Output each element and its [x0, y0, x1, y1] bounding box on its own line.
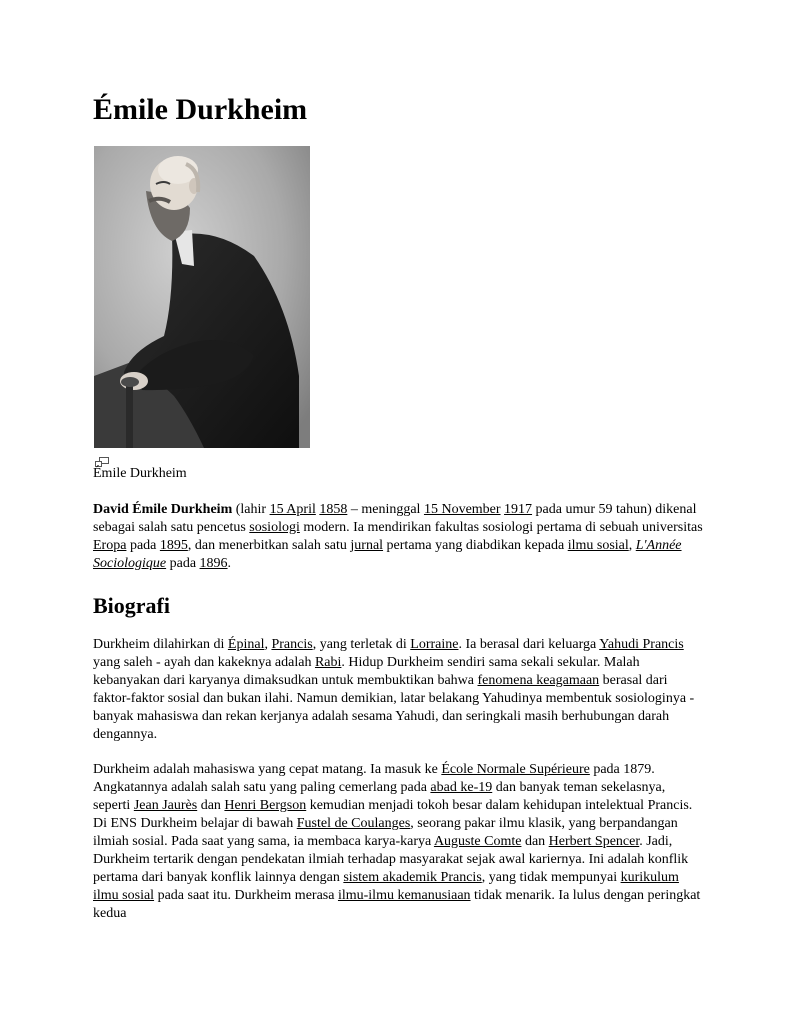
- link-henri-bergson[interactable]: Henri Bergson: [224, 798, 307, 813]
- text: pada: [126, 538, 160, 553]
- intro-paragraph: [93, 501, 703, 573]
- text: , seorang pakar ilmu klasik, yang berpandangan ilmiah sosial. Pada saat yang sama, ia membaca karya-karya: [93, 816, 678, 849]
- link-fustel-de-coulanges[interactable]: Fustel de Coulanges: [296, 816, 411, 831]
- text: kemudian menjadi tokoh besar dalam kehidupan intelektual Prancis. Di ENS Durkheim belajar di bawah: [93, 798, 693, 831]
- journal-title: L'Année Sociologique: [93, 538, 682, 571]
- text: pada saat itu. Durkheim merasa: [154, 888, 338, 903]
- text: tidak menarik. Ia lulus dengan peringkat kedua: [93, 888, 701, 921]
- page-title: Émile Durkheim: [93, 93, 308, 126]
- link-1895[interactable]: 1895: [159, 538, 188, 553]
- text: berasal dari faktor-faktor sosial dan bukan ilahi. Namun demikian, latar belakang Yahudinya membentuk sosiologinya - banyak mahasiswa dan rekan kerjanya adalah sesama Yahudi, dan seringkali masih berhubungan darah dengannya.: [93, 673, 695, 742]
- link-ecole-normale-superieure[interactable]: École Normale Supérieure: [441, 762, 590, 777]
- link-15-november[interactable]: 15 November: [423, 502, 501, 517]
- link-1858[interactable]: 1858: [319, 502, 348, 517]
- section-heading-biografi: Biografi: [93, 593, 170, 618]
- text: yang saleh - ayah dan kakeknya adalah: [93, 655, 315, 670]
- link-eropa[interactable]: Eropa: [93, 538, 127, 553]
- link-fenomena-keagamaan[interactable]: fenomena keagamaan: [477, 673, 600, 688]
- text: modern. Ia mendirikan fakultas sosiologi pertama di sebuah universitas: [299, 520, 703, 535]
- link-ilmu-ilmu-kemanusiaan[interactable]: ilmu-ilmu kemanusiaan: [337, 888, 471, 903]
- text: – meninggal: [347, 502, 424, 517]
- text: (lahir: [232, 502, 270, 517]
- text: pada umur 59 tahun) dikenal sebagai salah satu pencetus: [93, 502, 697, 535]
- link-prancis[interactable]: Prancis: [271, 637, 313, 652]
- portrait-photo[interactable]: [94, 146, 310, 448]
- text: Durkheim adalah mahasiswa yang cepat matang. Ia masuk ke: [93, 762, 442, 777]
- link-15-april[interactable]: 15 April: [269, 502, 316, 517]
- link-auguste-comte[interactable]: Auguste Comte: [433, 834, 522, 849]
- text: , yang tidak mempunyai: [481, 870, 621, 885]
- text: ,: [264, 637, 272, 652]
- link-epinal[interactable]: Épinal: [227, 637, 265, 652]
- biografi-paragraph-2: [93, 761, 703, 923]
- text: . Hidup Durkheim sendiri sama sekali sekular. Malah kebanyakan dari karyanya dimaksudkan untuk membuktikan bahwa: [93, 655, 640, 688]
- subject-name: David Émile Durkheim: [93, 502, 233, 517]
- text: dan: [197, 798, 225, 813]
- text: ,: [628, 538, 636, 553]
- link-ilmu-sosial[interactable]: ilmu sosial: [567, 538, 629, 553]
- link-jurnal[interactable]: jurnal: [350, 538, 384, 553]
- text: Durkheim dilahirkan di: [93, 637, 228, 652]
- link-rabi[interactable]: Rabi: [314, 655, 342, 670]
- link-sosiologi[interactable]: sosiologi: [249, 520, 300, 535]
- text: .: [227, 556, 232, 571]
- link-sistem-akademik-prancis[interactable]: sistem akademik Prancis: [343, 870, 482, 885]
- link-kurikulum-ilmu-sosial[interactable]: kurikulum ilmu sosial: [93, 870, 679, 903]
- image-caption: Émile Durkheim: [93, 466, 187, 481]
- link-herbert-spencer[interactable]: Herbert Spencer: [548, 834, 640, 849]
- text: , yang terletak di: [312, 637, 411, 652]
- link-yahudi-prancis[interactable]: Yahudi Prancis: [599, 637, 684, 652]
- text: dan: [521, 834, 549, 849]
- text: pada: [166, 556, 200, 571]
- text: pertama yang diabdikan kepada: [383, 538, 568, 553]
- link-1896[interactable]: 1896: [199, 556, 228, 571]
- text: . Jadi, Durkheim tertarik dengan pendekatan ilmiah terhadap masyarakat sejak awal kariernya. Ini adalah konflik pertama dari banyak konflik lainnya dengan: [93, 834, 689, 885]
- text: , dan menerbitkan salah satu: [187, 538, 351, 553]
- link-jean-jaures[interactable]: Jean Jaurès: [133, 798, 198, 813]
- text: pada 1879. Angkatannya adalah salah satu yang paling cemerlang pada: [93, 762, 655, 795]
- text: dan banyak teman sekelasnya, seperti: [93, 780, 666, 813]
- biografi-paragraph-1: [93, 636, 703, 744]
- text: . Ia berasal dari keluarga: [458, 637, 600, 652]
- link-abad-ke-19[interactable]: abad ke-19: [430, 780, 493, 795]
- link-1917[interactable]: 1917: [504, 502, 533, 517]
- link-lorraine[interactable]: Lorraine: [410, 637, 459, 652]
